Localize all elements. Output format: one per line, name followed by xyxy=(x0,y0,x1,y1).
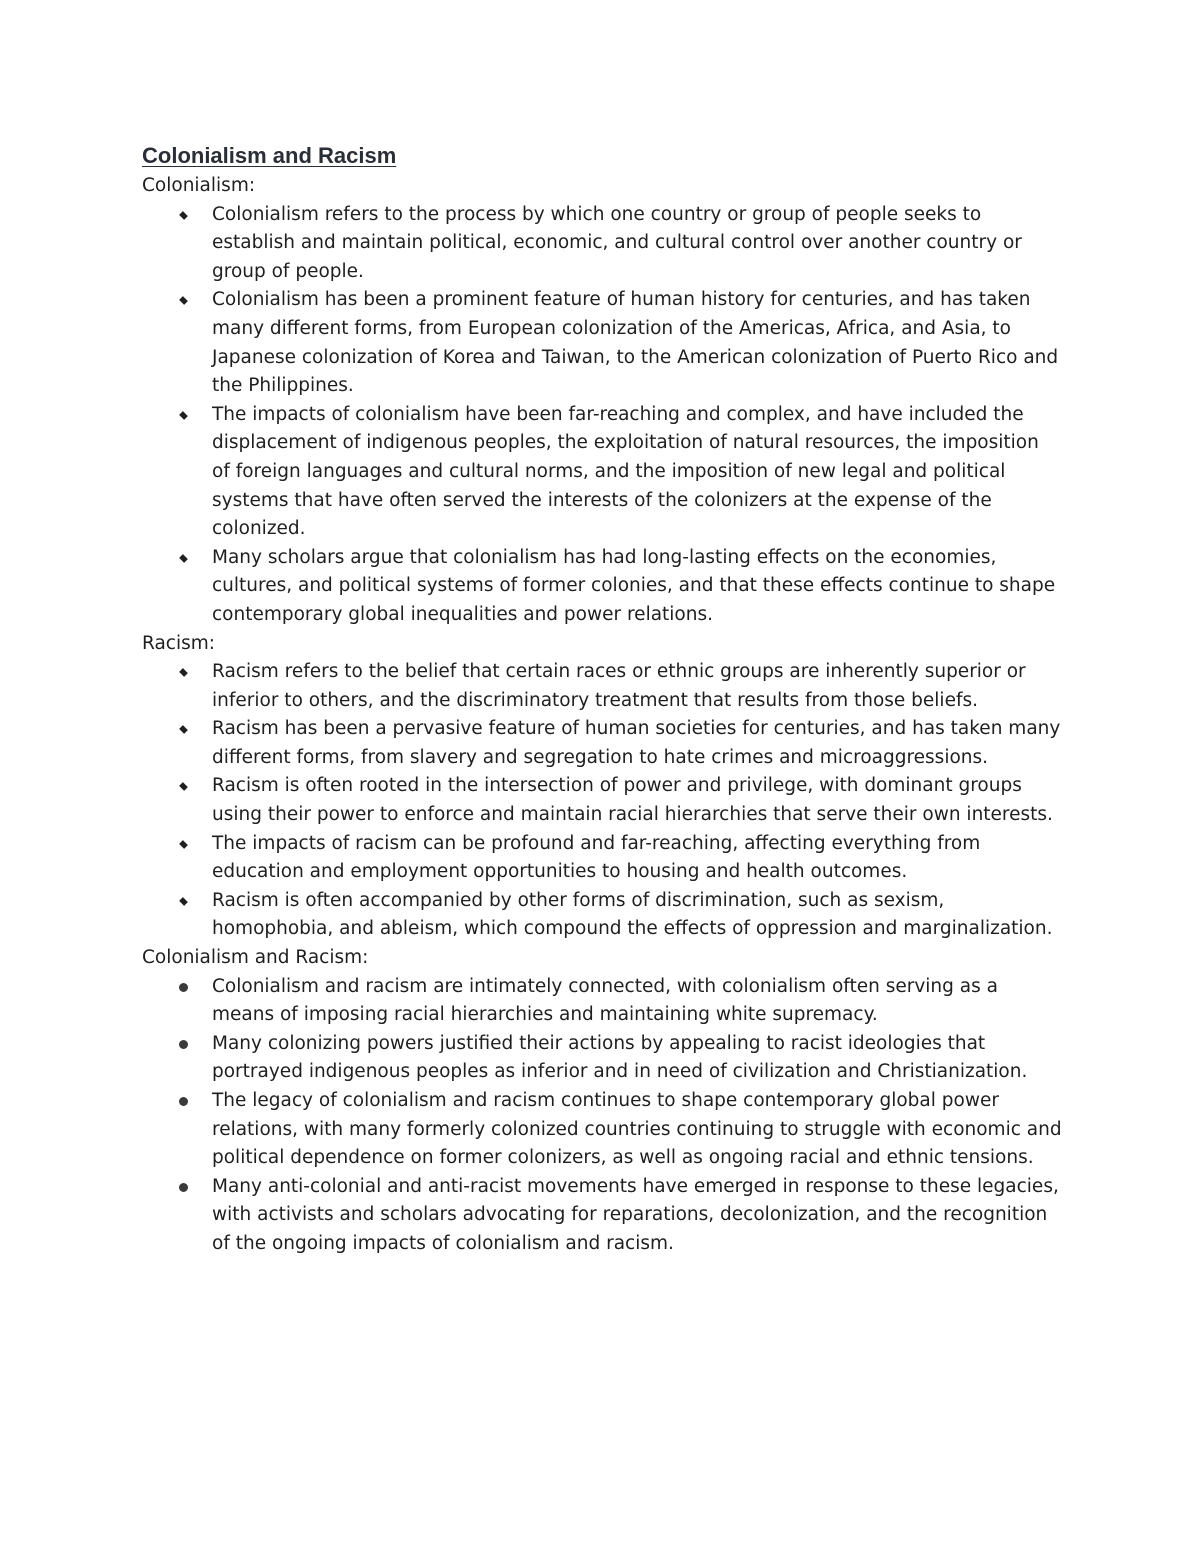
bullet-diamond-icon xyxy=(179,211,188,220)
list-item-text: Racism has been a pervasive feature of human societies for centuries, and has taken many different forms, from slavery and segregation to hate crimes and microaggressions. xyxy=(212,718,1061,768)
list-item xyxy=(142,658,1062,715)
list-item xyxy=(142,201,1062,287)
list-item-text: Colonialism has been a prominent feature of human history for centuries, and has taken many different forms, from European colonization of the Americas, Africa, and Asia, to Japanese colonization of Korea and Taiwan, to the American colonization of Puerto Rico and the Philippines. xyxy=(212,289,1059,397)
bullet-diamond-icon xyxy=(179,411,188,420)
list-item xyxy=(142,772,1062,829)
section-heading: Colonialism and Racism: xyxy=(142,947,369,969)
list-item-text: The impacts of colonialism have been far-reaching and complex, and have included the displacement of indigenous peoples, the exploitation of natural resources, the imposition of foreign languages and cultural norms, and the imposition of new legal and political systems that have often served the interests of the colonizers at the expense of the colonized. xyxy=(212,403,1039,540)
bullet-list xyxy=(142,973,1062,1259)
list-item-text: The impacts of racism can be profound and far-reaching, affecting everything from education and employment opportunities to housing and health outcomes. xyxy=(212,832,981,883)
bullet-diamond-icon xyxy=(179,554,188,563)
section-heading: Colonialism: xyxy=(142,175,256,196)
document-page xyxy=(142,142,1062,1259)
list-item xyxy=(142,830,1062,887)
bullet-disc-icon xyxy=(179,1183,188,1192)
list-item xyxy=(142,1173,1062,1259)
section-heading: Racism: xyxy=(142,632,215,654)
bullet-diamond-icon xyxy=(179,297,188,306)
list-item xyxy=(142,973,1062,1030)
list-item-text: Many anti-colonial and anti-racist movements have emerged in response to these legacies, with activists and scholars advocating for reparations, decolonization, and the recognition of the ongoing impacts of colonialism and racism. xyxy=(212,1175,1059,1254)
list-item xyxy=(142,715,1062,772)
bullet-disc-icon xyxy=(179,1040,188,1049)
list-item xyxy=(142,544,1062,630)
list-item-text: Many scholars argue that colonialism has had long-lasting effects on the economies, cultures, and political systems of former colonies, and that these effects continue to shape contemporary global inequalities and power relations. xyxy=(212,546,1056,625)
list-item-text: Racism is often rooted in the intersection of power and privilege, with dominant groups using their power to enforce and maintain racial hierarchies that serve their own interests. xyxy=(212,775,1053,826)
bullet-diamond-icon xyxy=(179,725,188,734)
bullet-disc-icon xyxy=(179,983,188,992)
list-item xyxy=(142,286,1062,400)
list-item-text: The legacy of colonialism and racism continues to shape contemporary global power relations, with many formerly colonized countries continuing to struggle with economic and political dependence on former colonizers, as well as ongoing racial and ethnic tensions. xyxy=(212,1090,1062,1169)
bullet-diamond-icon xyxy=(179,668,188,677)
bullet-list xyxy=(142,201,1062,630)
bullet-diamond-icon xyxy=(179,783,188,792)
list-item-text: Racism is often accompanied by other forms of discrimination, such as sexism, homophobia, and ableism, which compound the effects of oppression and marginalization. xyxy=(212,889,1053,940)
bullet-diamond-icon xyxy=(179,897,188,906)
document-title: Colonialism and Racism xyxy=(142,143,397,168)
list-item xyxy=(142,1030,1062,1087)
list-item xyxy=(142,887,1062,944)
list-item xyxy=(142,1087,1062,1173)
list-item-text: Many colonizing powers justified their actions by appealing to racist ideologies that portrayed indigenous peoples as inferior and in need of civilization and Christianization. xyxy=(212,1032,1028,1083)
list-item-text: Colonialism and racism are intimately connected, with colonialism often serving as a means of imposing racial hierarchies and maintaining white supremacy. xyxy=(212,975,998,1026)
list-item-text: Colonialism refers to the process by which one country or group of people seeks to establish and maintain political, economic, and cultural control over another country or group of people. xyxy=(212,203,1022,282)
list-item-text: Racism refers to the belief that certain races or ethnic groups are inherently superior or inferior to others, and the discriminatory treatment that results from those beliefs. xyxy=(212,661,1026,711)
bullet-disc-icon xyxy=(179,1097,188,1106)
bullet-diamond-icon xyxy=(179,840,188,849)
document-body xyxy=(142,172,1062,1259)
bullet-list xyxy=(142,658,1062,944)
list-item xyxy=(142,401,1062,544)
